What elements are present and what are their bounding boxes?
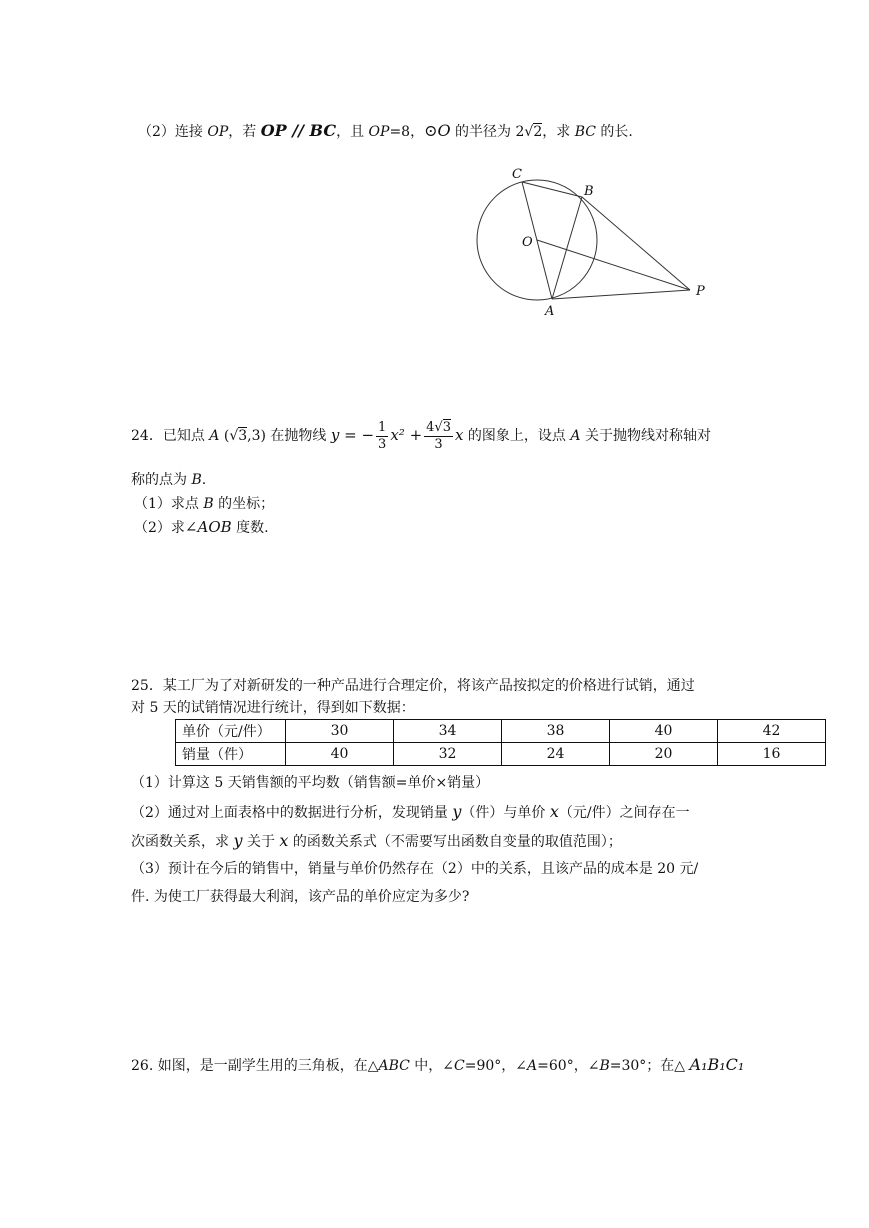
q25-sub1: （1）计算这 5 天销售额的平均数（销售额=单价×销量） <box>131 775 490 791</box>
q23-text-d: =8， <box>389 124 425 140</box>
q24-text-b: 在抛物线 <box>265 428 331 444</box>
label-a: A <box>545 304 555 319</box>
q24-line1: 24．已知点 A (√3,3) 在抛物线 y = − $\frac{1}{3}$ x² + $\frac{4√3}{3}$ x 的图象上，设点 A 关于抛物线对称轴对 <box>131 419 711 452</box>
q24-point-a: A <box>209 428 220 444</box>
label-p: P <box>696 284 705 299</box>
q24-sub1-a: （1）求点 <box>134 496 204 512</box>
q24-sub1 <box>134 494 274 514</box>
q24-text-c: 的图象上，设点 <box>463 428 571 444</box>
q24-sub2-angle: ∠AOB <box>184 518 232 536</box>
segment-cb <box>522 182 582 197</box>
segment-op <box>537 240 690 290</box>
q25-sub2-l2-b: 关于 <box>242 834 280 850</box>
q24-coord-root: 3 <box>238 428 248 444</box>
q23-parallel: OP // BC <box>260 121 337 140</box>
table-cell: 24 <box>502 743 610 766</box>
table-row-price <box>176 720 826 743</box>
q25-line2: 对 5 天的试销情况进行统计，得到如下数据： <box>131 700 415 716</box>
q26-text-e: =30°；在△ <box>609 1058 690 1074</box>
q24-sub2-a: （2）求 <box>134 520 185 536</box>
q24-coord-close: ,3) <box>247 428 266 444</box>
q25-sub2-l2-x: x <box>279 831 289 850</box>
q24-sub1-c: 的坐标； <box>213 496 275 512</box>
q24-text-a: 24．已知点 <box>131 428 210 444</box>
q23-part2: （2）连接 OP，若 OP // BC，且 OP=8，⊙O 的半径为 2√2，求 BC 的长. <box>138 121 633 140</box>
label-c: C <box>512 167 522 182</box>
q26-line1 <box>131 1055 744 1076</box>
q23-op-2: OP <box>368 124 390 140</box>
q23-text-e: 的半径为 2 <box>450 124 525 140</box>
label-o: O <box>522 235 533 250</box>
q23-text-c: ，且 <box>336 124 369 140</box>
q24-frac-1-num: 1 <box>378 419 387 435</box>
q24-frac-1-den: 3 <box>378 436 387 452</box>
table-cell: 20 <box>610 743 718 766</box>
q24-sub1-b: B <box>203 496 214 512</box>
table-cell: 40 <box>286 743 394 766</box>
table-cell: 32 <box>394 743 502 766</box>
q24-eq-x2: x² + <box>390 426 423 444</box>
q24-frac-2 <box>424 420 453 453</box>
table-header-volume: 销量（件） <box>176 743 286 766</box>
q25-sub2-y: y <box>452 802 462 821</box>
q24-eq-x: x <box>455 426 464 444</box>
table-cell: 16 <box>718 743 826 766</box>
q23-op: OP <box>207 124 229 140</box>
q24-frac-2-den: 3 <box>434 436 443 452</box>
q24-text-d: 关于抛物线对称轴对 <box>580 428 711 444</box>
q26-abc: ABC <box>378 1058 410 1074</box>
table-cell: 38 <box>502 720 610 743</box>
sales-table <box>175 719 826 766</box>
q25-sub2-c: （元/件）之间存在一 <box>558 805 690 821</box>
q24-eq-y: y = − <box>330 426 375 444</box>
q23-circle-o: ⊙O <box>424 121 451 140</box>
q25-sub2-line1 <box>131 802 690 823</box>
q25-sub2-x: x <box>549 802 559 821</box>
q24-sub2 <box>134 517 269 538</box>
q25-sub2-b: （件）与单价 <box>461 805 550 821</box>
q24-line2-a: 称的点为 <box>131 472 192 488</box>
q24-frac-2-num: 4√3 <box>426 419 451 435</box>
segment-ap <box>552 290 690 299</box>
q25-sub2-line2 <box>131 831 622 852</box>
q26-b: B <box>599 1058 610 1074</box>
q25-sub2-l2-a: 次函数关系，求 <box>131 834 234 850</box>
table-cell: 34 <box>394 720 502 743</box>
q26-text-a: 26. 如图，是一副学生用的三角板，在△ <box>131 1058 379 1074</box>
q24-line2-b: . <box>201 472 207 488</box>
q23-root: 2 <box>533 124 543 140</box>
q23-text-g: 的长. <box>595 124 633 140</box>
q26-text-c: =90°，∠ <box>464 1058 528 1074</box>
q26-a1b1c1: A₁B₁C₁ <box>689 1055 745 1074</box>
q26-text-d: =60°，∠ <box>537 1058 600 1074</box>
q24-frac-1 <box>376 420 388 453</box>
q25-sub2-l2-c: 的函数关系式（不需要写出函数自变量的取值范围）； <box>288 834 622 850</box>
circle-figure <box>470 160 720 320</box>
q24-coord-open: ( <box>219 428 230 444</box>
q25-sub3-line2: 件. 为使工厂获得最大利润，该产品的单价应定为多少? <box>131 889 470 905</box>
q23-text-b: ，若 <box>228 124 261 140</box>
q26-a: A <box>527 1058 538 1074</box>
q26-c: C <box>454 1058 465 1074</box>
q26-text-b: 中，∠ <box>409 1058 455 1074</box>
table-row-volume <box>176 743 826 766</box>
q24-sub2-b: 度数. <box>231 520 269 536</box>
q25-sub2-l2-y: y <box>233 831 243 850</box>
q25-line1: 25．某工厂为了对新研发的一种产品进行合理定价，将该产品按拟定的价格进行试销，通过 <box>131 678 695 694</box>
table-cell: 40 <box>610 720 718 743</box>
q25-sub2-a: （2）通过对上面表格中的数据进行分析，发现销量 <box>131 805 453 821</box>
q24-point-a-2: A <box>570 428 581 444</box>
q23-text-f: ，求 <box>542 124 575 140</box>
segment-bp <box>582 197 690 290</box>
q23-bc: BC <box>574 124 596 140</box>
table-cell: 42 <box>718 720 826 743</box>
q24-line2 <box>131 470 206 490</box>
q25-sub3-line1: （3）预计在今后的销售中，销量与单价仍然存在（2）中的关系，且该产品的成本是 20 元/ <box>131 861 699 877</box>
q24-point-b: B <box>191 472 202 488</box>
table-header-price: 单价（元/件） <box>176 720 286 743</box>
q24-frac-2-coef: 4 <box>426 419 435 435</box>
table-cell: 30 <box>286 720 394 743</box>
q23-text-a: （2）连接 <box>138 124 208 140</box>
q24-frac-2-root: 3 <box>442 419 451 435</box>
label-b: B <box>584 184 594 199</box>
